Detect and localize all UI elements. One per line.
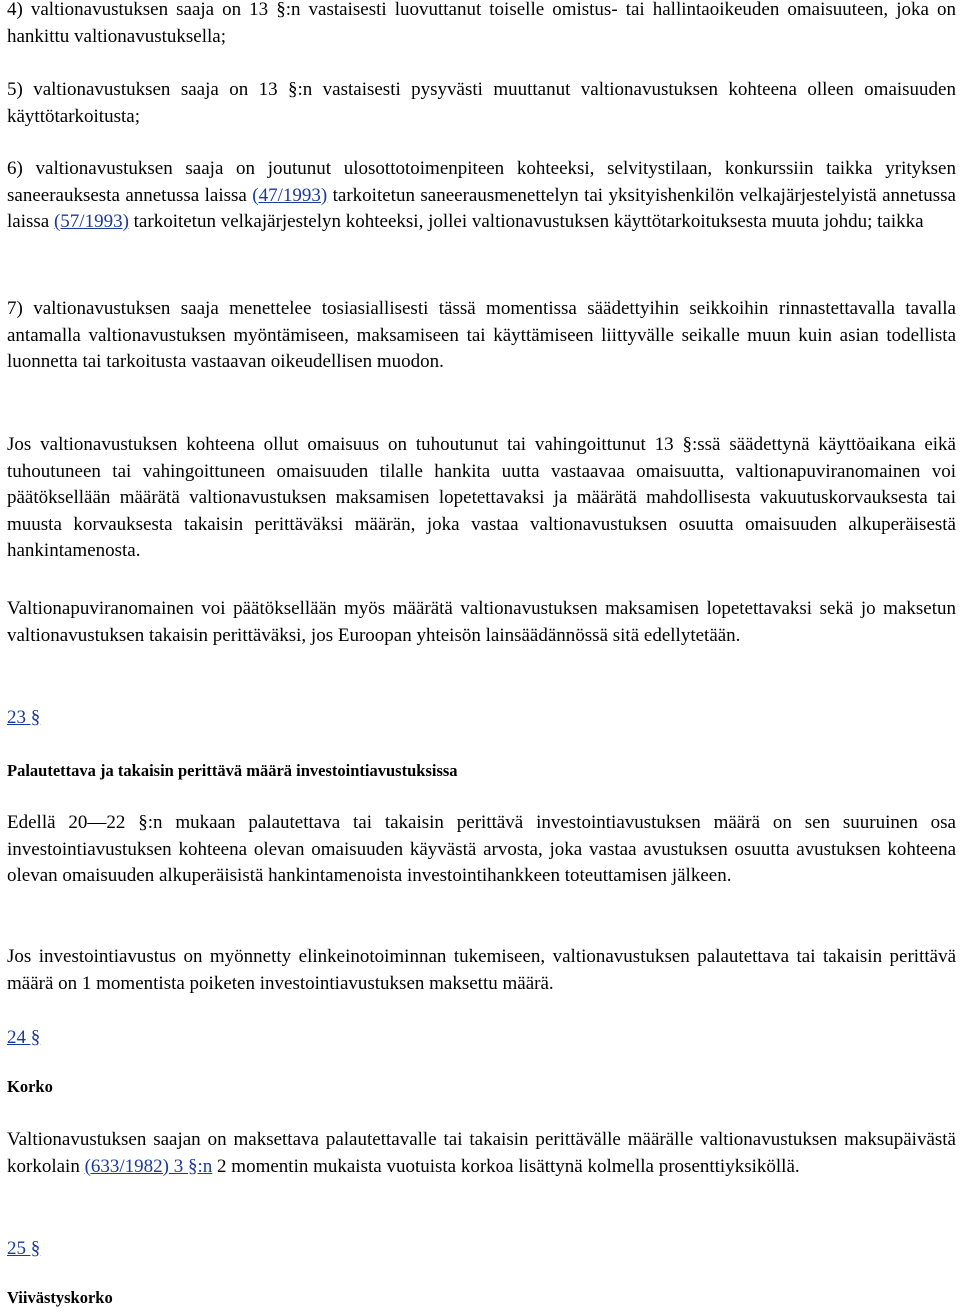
law-link-47-1993[interactable]: (47/1993) xyxy=(252,184,328,206)
paragraph-business-support: Jos investointiavustus on myönnetty elinkeinotoiminnan tukemiseen, valtionavustuksen palautettava tai takaisin perittävä määrä on 1 momentista poiketen investointiavustuksen maksettu määrä. xyxy=(7,946,956,994)
section-heading-24: Korko xyxy=(7,1077,53,1096)
paragraph-destroyed-property: Jos valtionavustuksen kohteena ollut omaisuus on tuhoutunut tai vahingoittunut 13 §:ssä säädettynä käyttöaikana eikä tuhoutuneen tai vahingoittuneen omaisuuden tilalle hankita uutta vastaavaa omaisuutta, valtionapuviranomainen voi päätöksellään määrätä valtionavustuksen maksamisen lopetettavaksi ja määrätä mahdollisesta vakuutuskorvauksesta tai muusta korvauksesta takaisin perittäväksi määrän, joka vastaa valtionavustuksen osuutta omaisuuden alkuperäisestä hankintamenosta. xyxy=(7,434,956,561)
section-link-23[interactable]: 23 § xyxy=(7,707,41,728)
paragraph-item-6 xyxy=(7,156,956,236)
paragraph-item-6-text-c: tarkoitetun velkajärjestelyn kohteeksi, jollei valtionavustuksen käyttötarkoituksesta muuta johdu; taikka xyxy=(128,211,924,232)
paragraph-item-5: 5) valtionavustuksen saaja on 13 §:n vastaisesti pysyvästi muuttanut valtionavustuksen kohteena olleen omaisuuden käyttötarkoitusta; xyxy=(7,79,956,127)
paragraph-repayable-amount: Edellä 20—22 §:n mukaan palautettava tai takaisin perittävä investointiavustuksen määrä on sen suuruinen osa investointiavustuksen kohteena olevan omaisuuden käyvästä arvosta, joka vastaa avustuksen osuutta avustuksen kohteena olevan omaisuuden alkuperäisistä hankintamenoista investointihankkeen toteuttamisen jälkeen. xyxy=(7,812,956,886)
law-link-633-1982[interactable]: (633/1982) 3 §:n xyxy=(84,1155,213,1177)
section-link-24[interactable]: 24 § xyxy=(7,1027,41,1048)
paragraph-interest-text-a: Valtionavustuksen saajan on maksettava palautettavalle tai takaisin perittävälle määrälle valtionavustuksen maksupäivästä korkolain xyxy=(7,1129,956,1177)
law-link-57-1993[interactable]: (57/1993) xyxy=(53,211,129,232)
paragraph-item-4: 4) valtionavustuksen saaja on 13 §:n vastaisesti luovuttanut toiselle omistus- tai hallintaoikeuden omaisuuteen, joka on hankittu valtionavustuksella; xyxy=(7,0,956,47)
paragraph-item-6-text-a: 6) valtionavustuksen saaja on joutunut ulosottotoimenpiteen kohteeksi, selvitystilaan, konkurssiin taikka yrityksen saneerauksesta annetussa laissa xyxy=(7,158,956,206)
section-link-25[interactable]: 25 § xyxy=(7,1238,41,1259)
paragraph-item-6-text-b: tarkoitetun saneerausmenettelyn tai yksityishenkilön velkajärjestelyistä annetussa laissa xyxy=(7,184,956,232)
paragraph-interest-text-b: 2 momentin mukaista vuotuista korkoa lisättynä kolmella prosenttiyksiköllä. xyxy=(212,1155,800,1177)
section-heading-25: Viivästyskorko xyxy=(7,1288,113,1307)
paragraph-item-7: 7) valtionavustuksen saaja menettelee tosiasiallisesti tässä momentissa säädettyihin seikkoihin rinnastettavalla tavalla antamalla valtionavustuksen myöntämiseen, maksamiseen tai käyttämiseen liittyvälle seikalle muun kuin asian todellista luonnetta tai tarkoitusta vastaavan oikeudellisen muodon. xyxy=(7,298,956,372)
section-heading-23: Palautettava ja takaisin perittävä määrä investointiavustuksissa xyxy=(7,761,458,780)
paragraph-eu-legislation: Valtionapuviranomainen voi päätöksellään myös määrätä valtionavustuksen maksamisen lopetettavaksi sekä jo maksetun valtionavustuksen takaisin perittäväksi, jos Euroopan yhteisön lainsäädännössä sitä edellytetään. xyxy=(7,598,956,646)
paragraph-interest xyxy=(7,1127,956,1180)
